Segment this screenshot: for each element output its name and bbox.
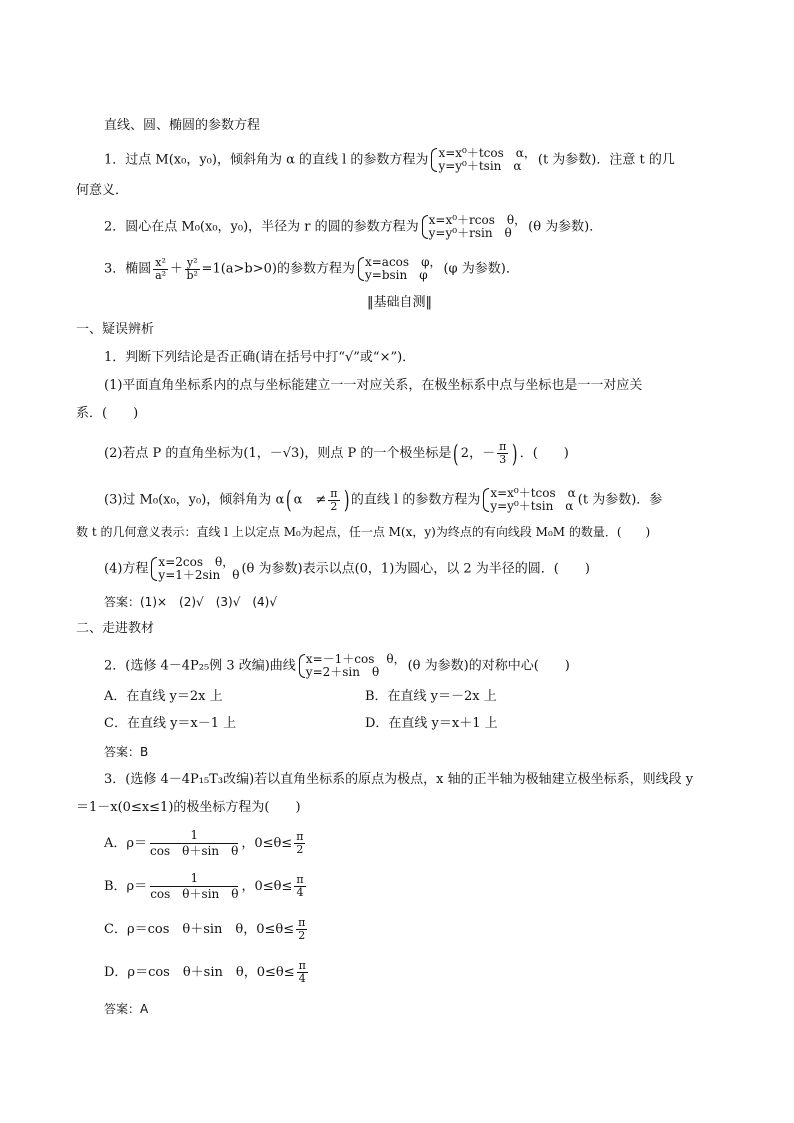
fraction: $\frac{1}{\text{cos θ＋sin θ}}$	[150, 871, 239, 901]
param-system: x=x⁰＋tcos α， y=y⁰＋tsin α	[430, 147, 535, 173]
q1-s3: (3)过 M₀(x₀，y₀)，倾斜角为 α( α ≠ $\frac{\pi}{2}$ ) 的直线 l 的参数方程为 x=x⁰＋tcos α y=y⁰＋tsin α (t 为参数)．参	[104, 486, 663, 514]
q3-option-a: A．ρ＝ $\frac{1}{\text{cos θ＋sin θ}}$ ，0≤θ≤ $\frac{\pi}{2}$	[104, 828, 304, 858]
q3-option-d: D．ρ＝cos θ＋sin θ，0≤θ≤ $\frac{\pi}{4}$	[104, 959, 306, 985]
item-2: 2．圆心在点 M₀(x₀，y₀)，半径为 r 的圆的参数方程为 x=x⁰＋rcos θ， y=y⁰＋rsin θ (θ 为参数)．	[104, 213, 603, 240]
q1-s2: (2)若点 P 的直角坐标为(1，－√3)，则点 P 的一个极坐标是( 2，－ $\frac{\pi}{3}$ ) ．( )	[104, 439, 569, 468]
q1-s3-cont: 数 t 的几何意义表示：直线 l 上以定点 M₀为起点，任一点 M(x，y)为终点的有向线段 M₀M 的数量．( )	[76, 525, 651, 539]
item-1-text: 1．过点 M(x₀，y₀)，倾斜角为 α 的直线 l 的参数方程为	[104, 152, 429, 168]
param-system: x=x⁰＋tcos α y=y⁰＋tsin α	[482, 487, 575, 513]
q2-option-d: D．在直线 y＝x＋1 上	[365, 716, 498, 731]
q2-option-c: C．在直线 y＝x－1 上	[104, 716, 237, 731]
q2-option-a: A．在直线 y＝2x 上	[104, 689, 223, 704]
item-3: 3．椭圆 $\frac{\text{x²}}{\text{a²}}$ ＋ $\frac{\text{y²}}{\text{b²}}$ =1(a>b>0)的参数方程为 x=acos φ， y=bsin φ (φ 为参数)．	[104, 255, 519, 282]
q3-stem-cont: ＝1－x(0≤x≤1)的极坐标方程为( )	[76, 800, 301, 815]
q2-stem: 2．(选修 4－4P₂₅例 3 改编)曲线 x=－1＋cos θ， y=2＋sin θ (θ 为参数)的对称中心( )	[104, 652, 570, 679]
section-mark: ‖基础自测‖	[367, 295, 433, 310]
fraction: $\frac{\pi}{2}$	[330, 486, 338, 513]
fraction: $\frac{\pi}{4}$	[298, 959, 306, 985]
item-1	[104, 147, 675, 173]
fraction: $\frac{\text{y²}}{\text{b²}}$	[186, 255, 198, 282]
fraction: $\frac{1}{\text{cos θ＋sin θ}}$	[150, 828, 239, 858]
q3-answer: 答案：A	[104, 1002, 149, 1016]
q1-stem: 1．判断下列结论是否正确(请在括号中打“√”或“×”)．	[104, 350, 416, 365]
q1-answer: 答案：(1)× (2)√ (3)√ (4)√	[104, 595, 277, 609]
fraction: $\frac{\pi}{2}$	[296, 830, 304, 856]
item-1-tail: (t 为参数)．注意 t 的几	[537, 152, 675, 168]
section-title: 直线、圆、椭圆的参数方程	[104, 118, 261, 133]
item-1-cont: 何意义．	[76, 183, 129, 198]
part-2-heading: 二、走进教材	[76, 621, 155, 636]
param-system: x=acos φ， y=bsin φ	[357, 256, 441, 282]
fraction: $\frac{\pi}{2}$	[298, 916, 306, 942]
q3-option-c: C．ρ＝cos θ＋sin θ，0≤θ≤ $\frac{\pi}{2}$	[104, 916, 306, 942]
param-system: x=－1＋cos θ， y=2＋sin θ	[298, 653, 406, 679]
part-1-heading: 一、疑误辨析	[76, 322, 155, 337]
q1-s1: (1)平面直角坐标系内的点与坐标能建立一一对应关系，在极坐标系中点与坐标也是一一对应关	[104, 378, 643, 393]
q3-stem: 3．(选修 4－4P₁₅T₃改编)若以直角坐标系的原点为极点，x 轴的正半轴为极轴建立极坐标系，则线段 y	[104, 772, 694, 787]
fraction: $\frac{\pi}{3}$	[499, 440, 507, 466]
fraction: $\frac{\text{x²}}{\text{a²}}$	[155, 255, 167, 282]
q2-answer: 答案：B	[104, 745, 149, 759]
q1-s4: (4)方程 x=2cos θ， y=1＋2sin θ (θ 为参数)表示以点(0，1)为圆心，以 2 为半径的圆．( )	[104, 555, 590, 582]
param-system: x=2cos θ， y=1＋2sin θ	[150, 556, 239, 582]
q3-option-b: B．ρ＝ $\frac{1}{\text{cos θ＋sin θ}}$ ，0≤θ≤ $\frac{\pi}{4}$	[104, 871, 304, 901]
q1-s1-cont: 系．( )	[76, 406, 139, 421]
fraction: $\frac{\pi}{4}$	[296, 873, 304, 899]
param-system: x=x⁰＋rcos θ， y=y⁰＋rsin θ	[421, 214, 526, 240]
q2-option-b: B．在直线 y＝－2x 上	[365, 689, 497, 704]
